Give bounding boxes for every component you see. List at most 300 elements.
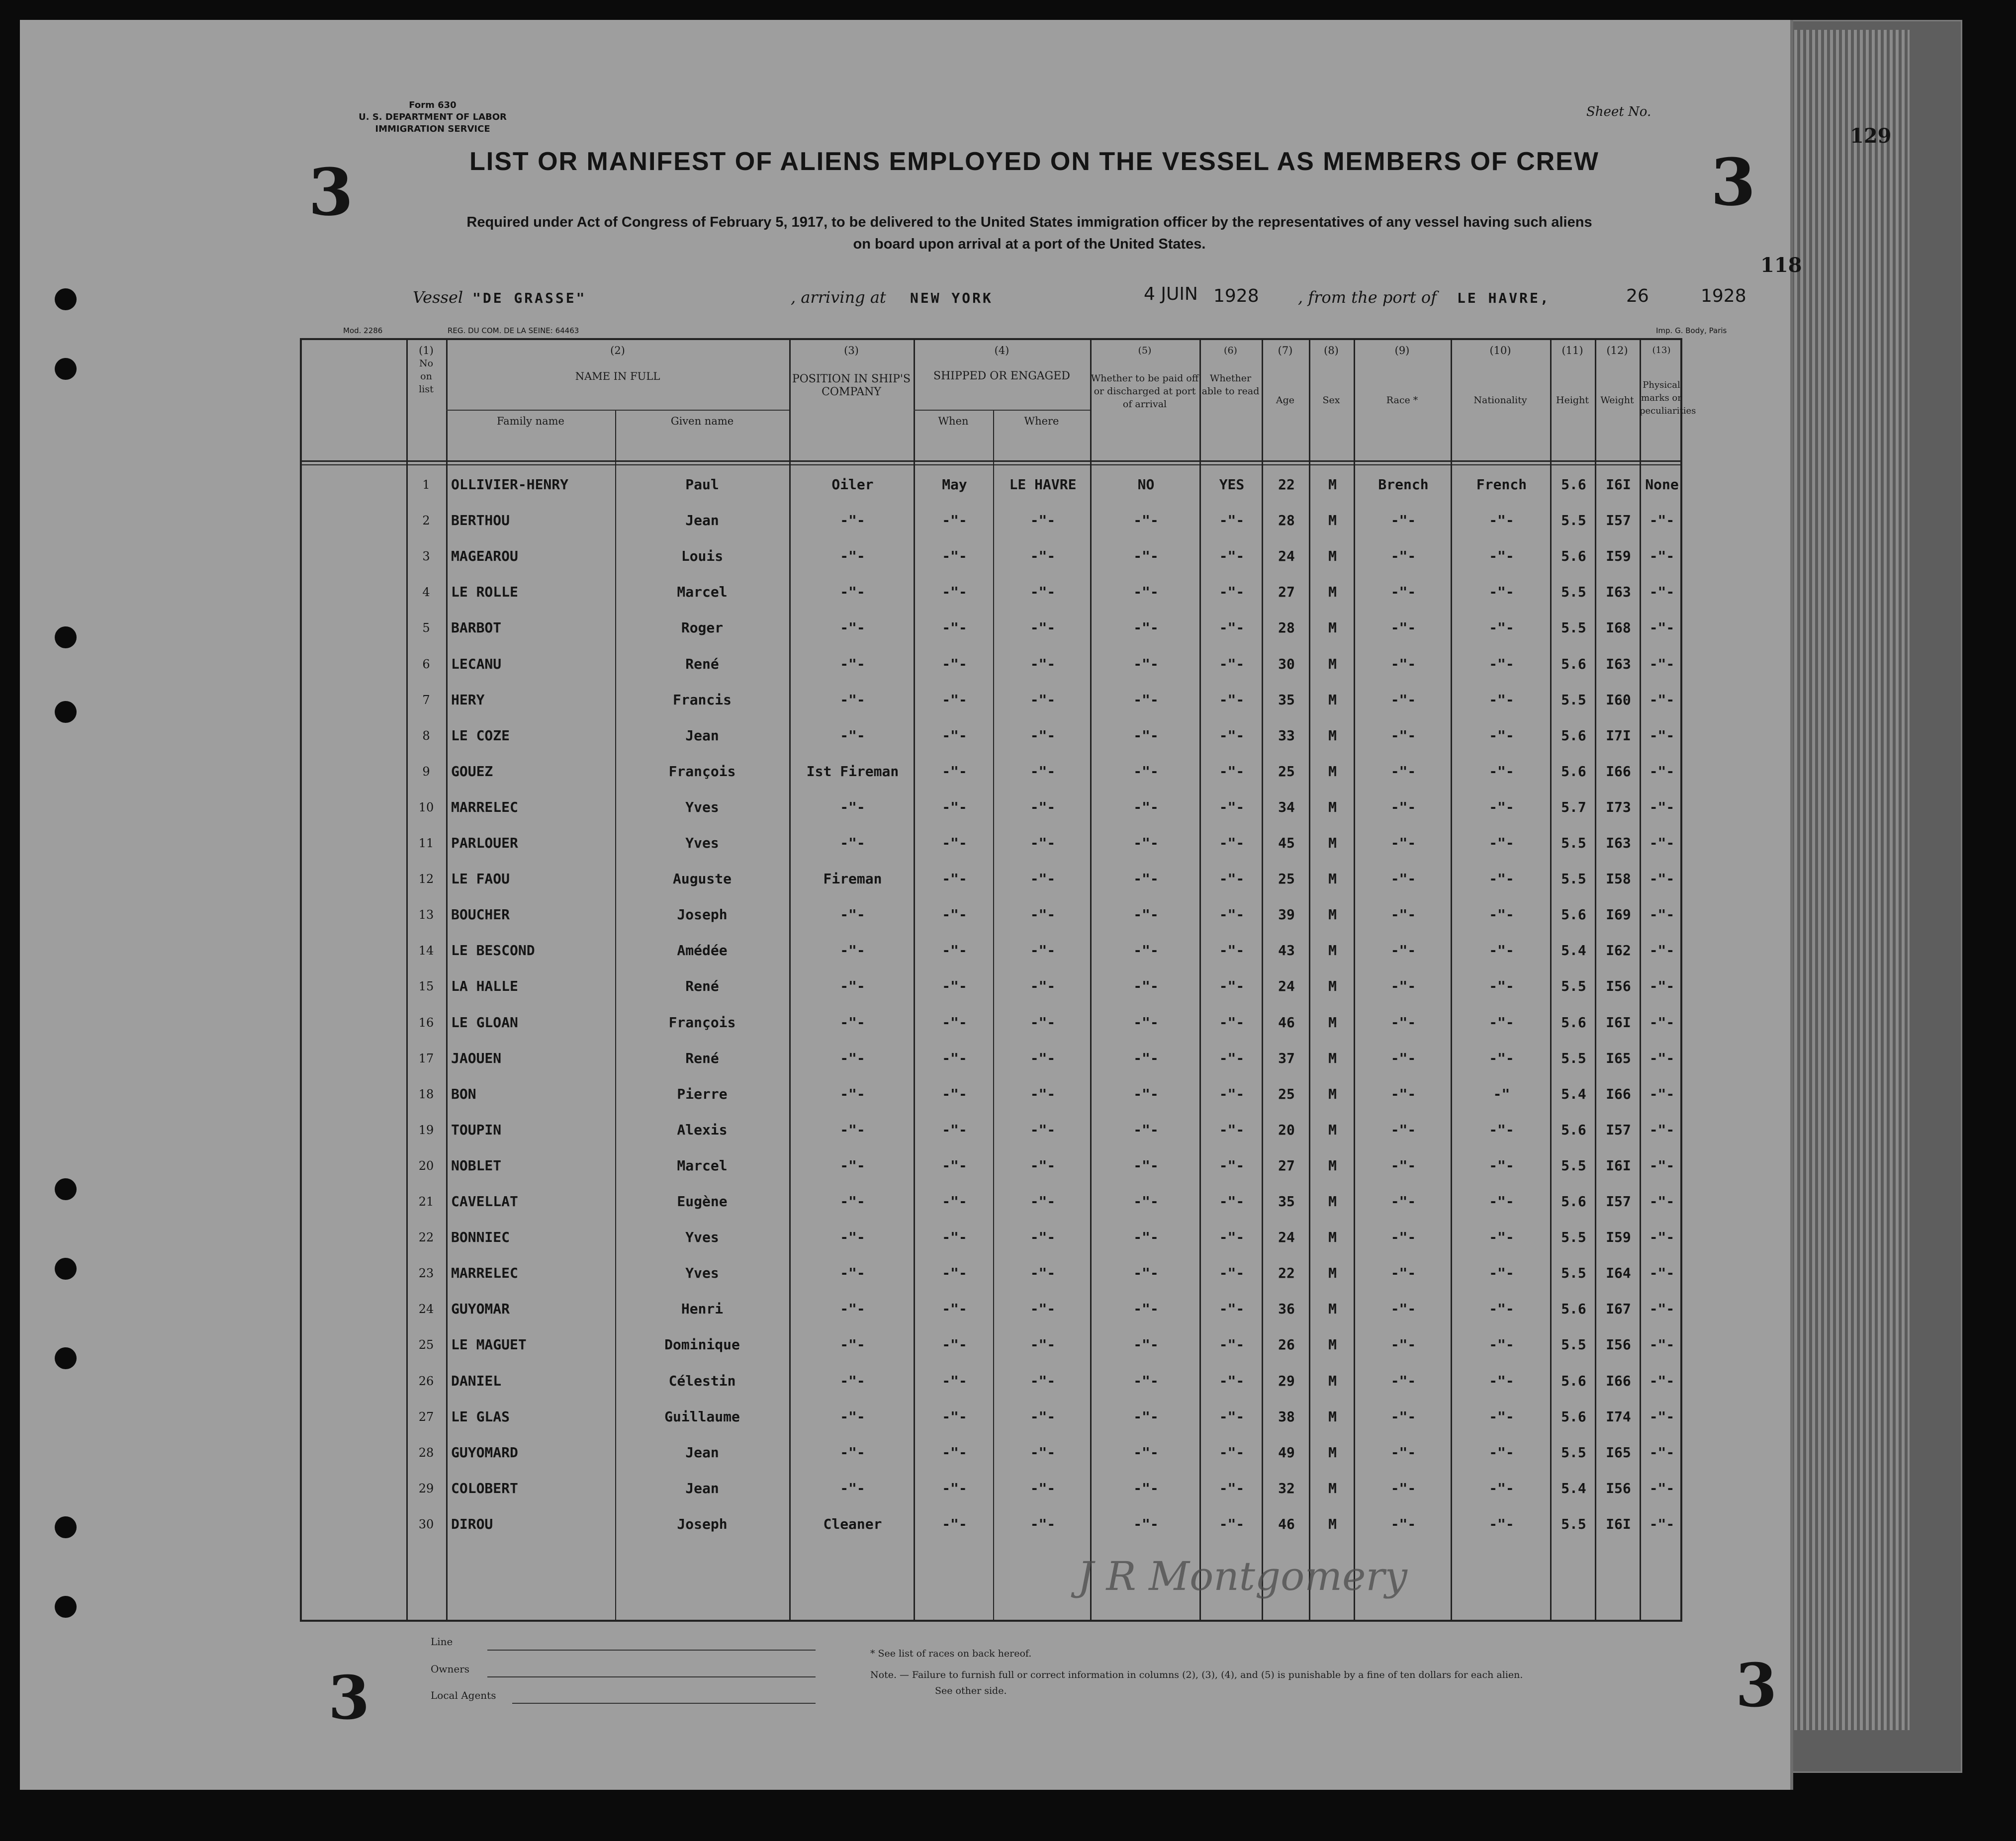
cell-no: 28 xyxy=(418,1445,434,1460)
page-title: LIST OR MANIFEST OF ALIENS EMPLOYED ON THE VESSEL AS MEMBERS OF CREW xyxy=(469,147,1599,176)
cell-marks: -"- xyxy=(1649,1229,1675,1246)
cell-when: -"- xyxy=(942,1515,967,1532)
cell-read: -"- xyxy=(1219,1085,1245,1102)
cell-family: MARRELEC xyxy=(451,1265,518,1282)
cell-age: 46 xyxy=(1278,1515,1295,1532)
cell-paid: -"- xyxy=(1133,763,1159,780)
cell-position: -"- xyxy=(840,1265,865,1282)
cell-paid: -"- xyxy=(1133,655,1159,672)
cell-race: -"- xyxy=(1390,1050,1416,1066)
cell-marks: -"- xyxy=(1649,691,1675,708)
cell-no: 4 xyxy=(422,585,430,600)
cell-read: -"- xyxy=(1219,1229,1245,1246)
header-family-name: Family name xyxy=(497,415,564,427)
cell-age: 22 xyxy=(1278,1265,1295,1282)
table-row xyxy=(302,718,1680,754)
cell-read: -"- xyxy=(1219,978,1245,995)
cell-no: 23 xyxy=(418,1266,434,1281)
cell-height: 5.7 xyxy=(1561,798,1586,815)
cell-no: 29 xyxy=(418,1481,434,1495)
arriving-label: , arriving at xyxy=(791,288,886,307)
cell-height: 5.5 xyxy=(1561,871,1586,887)
inspector-signature: J R Montgomery xyxy=(1078,1553,1407,1599)
cell-weight: I6I xyxy=(1606,476,1631,493)
cell-when: -"- xyxy=(942,548,967,565)
cell-no: 7 xyxy=(422,693,430,707)
cell-weight: I64 xyxy=(1606,1265,1631,1282)
cell-height: 5.5 xyxy=(1561,584,1586,601)
cell-nat: -"- xyxy=(1489,691,1514,708)
cell-race: -"- xyxy=(1390,548,1416,565)
cell-position: -"- xyxy=(840,1301,865,1317)
cell-paid: -"- xyxy=(1133,1157,1159,1174)
cell-when: -"- xyxy=(942,655,967,672)
cell-height: 5.4 xyxy=(1561,1085,1586,1102)
cell-position: -"- xyxy=(840,691,865,708)
cell-age: 39 xyxy=(1278,906,1295,923)
cell-race: -"- xyxy=(1390,619,1416,636)
cell-height: 5.6 xyxy=(1561,476,1586,493)
cell-when: -"- xyxy=(942,906,967,923)
cell-where: -"- xyxy=(1030,584,1056,601)
cell-read: -"- xyxy=(1219,619,1245,636)
binder-hole xyxy=(55,1596,77,1618)
cell-age: 26 xyxy=(1278,1336,1295,1353)
cell-sex: M xyxy=(1328,1229,1337,1246)
cell-height: 5.6 xyxy=(1561,1301,1586,1317)
header-rule xyxy=(302,460,1680,462)
cell-given: Amédée xyxy=(677,942,728,959)
cell-family: OLLIVIER-HENRY xyxy=(451,476,569,493)
cell-given: Jean xyxy=(685,1480,719,1496)
footer-agents-label: Local Agents xyxy=(431,1689,496,1701)
cell-race: -"- xyxy=(1390,1121,1416,1138)
binder-hole xyxy=(55,1516,77,1538)
header-col6: (6) Whether able to read xyxy=(1201,345,1260,397)
cell-paid: -"- xyxy=(1133,584,1159,601)
cell-paid: -"- xyxy=(1133,798,1159,815)
cell-position: -"- xyxy=(840,1229,865,1246)
cell-race: -"- xyxy=(1390,727,1416,744)
cell-nat: -"- xyxy=(1489,942,1514,959)
cell-read: -"- xyxy=(1219,763,1245,780)
cell-nat: -"- xyxy=(1489,512,1514,529)
cell-when: -"- xyxy=(942,1336,967,1353)
cell-where: -"- xyxy=(1030,1193,1056,1210)
cell-family: LE GLOAN xyxy=(451,1014,518,1031)
cell-marks: -"- xyxy=(1649,1336,1675,1353)
cell-height: 5.6 xyxy=(1561,727,1586,744)
cell-height: 5.4 xyxy=(1561,1480,1586,1496)
cell-family: GOUEZ xyxy=(451,763,493,780)
cell-where: -"- xyxy=(1030,1157,1056,1174)
cell-nat: -"- xyxy=(1489,763,1514,780)
cell-marks: -"- xyxy=(1649,655,1675,672)
cell-marks: -"- xyxy=(1649,512,1675,529)
cell-nat: -"- xyxy=(1489,548,1514,565)
cell-age: 29 xyxy=(1278,1372,1295,1389)
cell-paid: -"- xyxy=(1133,691,1159,708)
cell-age: 32 xyxy=(1278,1480,1295,1496)
cell-height: 5.5 xyxy=(1561,1444,1586,1461)
cell-read: -"- xyxy=(1219,835,1245,851)
cell-paid: -"- xyxy=(1133,906,1159,923)
table-row xyxy=(302,825,1680,861)
cell-given: René xyxy=(685,978,719,995)
arrival-year-stamp: 1928 xyxy=(1213,286,1259,306)
cell-weight: I56 xyxy=(1606,978,1631,995)
cell-where: LE HAVRE xyxy=(1009,476,1077,493)
cell-sex: M xyxy=(1328,1336,1337,1353)
cell-weight: I63 xyxy=(1606,584,1631,601)
cell-where: -"- xyxy=(1030,1085,1056,1102)
binder-hole xyxy=(55,1258,77,1280)
cell-height: 5.6 xyxy=(1561,655,1586,672)
cell-marks: -"- xyxy=(1649,1372,1675,1389)
cell-height: 5.5 xyxy=(1561,1229,1586,1246)
cell-sex: M xyxy=(1328,584,1337,601)
cell-when: -"- xyxy=(942,1480,967,1496)
cell-nat: -"- xyxy=(1489,1157,1514,1174)
cell-position: -"- xyxy=(840,1444,865,1461)
cell-when: -"- xyxy=(942,1229,967,1246)
cell-sex: M xyxy=(1328,1444,1337,1461)
cell-position: -"- xyxy=(840,655,865,672)
voyage-line xyxy=(413,286,1755,311)
cell-marks: -"- xyxy=(1649,942,1675,959)
cell-height: 5.5 xyxy=(1561,619,1586,636)
cell-paid: -"- xyxy=(1133,978,1159,995)
table-row xyxy=(302,646,1680,682)
binder-hole xyxy=(55,701,77,723)
header-when: When xyxy=(938,415,969,427)
cell-sex: M xyxy=(1328,619,1337,636)
cell-given: Roger xyxy=(681,619,724,636)
cell-read: -"- xyxy=(1219,584,1245,601)
crew-manifest-table xyxy=(300,338,1696,1622)
cell-height: 5.6 xyxy=(1561,1372,1586,1389)
cell-no: 11 xyxy=(418,836,434,850)
cell-marks: -"- xyxy=(1649,978,1675,995)
cell-age: 28 xyxy=(1278,619,1295,636)
cell-nat: -"- xyxy=(1489,1444,1514,1461)
cell-height: 5.5 xyxy=(1561,978,1586,995)
cell-height: 5.6 xyxy=(1561,763,1586,780)
cell-paid: -"- xyxy=(1133,1372,1159,1389)
table-row xyxy=(302,574,1680,610)
cell-age: 24 xyxy=(1278,1229,1295,1246)
cell-weight: I58 xyxy=(1606,871,1631,887)
cell-weight: I6I xyxy=(1606,1515,1631,1532)
cell-marks: -"- xyxy=(1649,1480,1675,1496)
cell-read: -"- xyxy=(1219,691,1245,708)
cell-paid: -"- xyxy=(1133,1336,1159,1353)
cell-given: Louis xyxy=(681,548,724,565)
cell-where: -"- xyxy=(1030,1229,1056,1246)
cell-paid: -"- xyxy=(1133,1408,1159,1425)
cell-nat: -"- xyxy=(1489,906,1514,923)
cell-family: LE GLAS xyxy=(451,1408,510,1425)
cell-given: Jean xyxy=(685,512,719,529)
cell-no: 10 xyxy=(418,800,434,814)
cell-position: -"- xyxy=(840,1193,865,1210)
cell-given: Francis xyxy=(672,691,732,708)
subtitle-line-2: on board upon arrival at a port of the United States. xyxy=(853,236,1206,252)
cell-position: -"- xyxy=(840,1085,865,1102)
sheet-number-left: 3 xyxy=(308,154,354,230)
cell-position: -"- xyxy=(840,619,865,636)
cell-marks: -"- xyxy=(1649,1121,1675,1138)
cell-race: -"- xyxy=(1390,584,1416,601)
cell-no: 15 xyxy=(418,979,434,994)
cell-nat: -"- xyxy=(1489,1408,1514,1425)
cell-sex: M xyxy=(1328,1515,1337,1532)
cell-position: -"- xyxy=(840,978,865,995)
cell-family: BOUCHER xyxy=(451,906,510,923)
cell-age: 20 xyxy=(1278,1121,1295,1138)
header-rule xyxy=(914,410,1090,411)
cell-marks: -"- xyxy=(1649,1444,1675,1461)
cell-paid: -"- xyxy=(1133,1050,1159,1066)
cell-weight: I69 xyxy=(1606,906,1631,923)
cell-race: -"- xyxy=(1390,1193,1416,1210)
cell-no: 18 xyxy=(418,1087,434,1101)
cell-age: 33 xyxy=(1278,727,1295,744)
cell-where: -"- xyxy=(1030,798,1056,815)
cell-where: -"- xyxy=(1030,727,1056,744)
cell-sex: M xyxy=(1328,548,1337,565)
cell-nat: -"- xyxy=(1489,798,1514,815)
header-rule xyxy=(446,410,789,411)
cell-weight: I73 xyxy=(1606,798,1631,815)
sheet-number-bottom-right: 3 xyxy=(1736,1651,1777,1721)
header-col4: (4) SHIPPED OR ENGAGED xyxy=(933,345,1070,382)
penalty-note: Note. — Failure to furnish full or correct information in columns (2), (3), (4), and (5) is punishable by a fine of ten dollars for each alien. xyxy=(870,1669,1523,1680)
header-col7: (7) Age xyxy=(1276,345,1295,406)
cell-weight: I60 xyxy=(1606,691,1631,708)
cell-read: -"- xyxy=(1219,1050,1245,1066)
cell-family: LA HALLE xyxy=(451,978,518,995)
cell-sex: M xyxy=(1328,798,1337,815)
cell-age: 35 xyxy=(1278,1193,1295,1210)
cell-race: -"- xyxy=(1390,1301,1416,1317)
subtitle-line-1: Required under Act of Congress of February 5, 1917, to be delivered to the United States immigration officer by the representatives of any vessel having such aliens xyxy=(466,214,1592,230)
cell-given: Joseph xyxy=(677,906,728,923)
cell-no: 24 xyxy=(418,1302,434,1316)
cell-given: Joseph xyxy=(677,1515,728,1532)
cell-marks: None xyxy=(1645,476,1679,493)
cell-race: -"- xyxy=(1390,906,1416,923)
cell-where: -"- xyxy=(1030,871,1056,887)
cell-given: Jean xyxy=(685,727,719,744)
cell-nat: -"- xyxy=(1489,1193,1514,1210)
cell-given: René xyxy=(685,655,719,672)
cell-family: MARRELEC xyxy=(451,798,518,815)
cell-marks: -"- xyxy=(1649,584,1675,601)
table-row xyxy=(302,1471,1680,1506)
cell-marks: -"- xyxy=(1649,906,1675,923)
cell-weight: I66 xyxy=(1606,763,1631,780)
cell-when: -"- xyxy=(942,871,967,887)
cell-race: -"- xyxy=(1390,1515,1416,1532)
cell-read: -"- xyxy=(1219,871,1245,887)
cell-paid: -"- xyxy=(1133,942,1159,959)
cell-where: -"- xyxy=(1030,1265,1056,1282)
cell-weight: I63 xyxy=(1606,655,1631,672)
cell-nat: -"- xyxy=(1489,584,1514,601)
cell-marks: -"- xyxy=(1649,1408,1675,1425)
cell-no: 27 xyxy=(418,1409,434,1424)
cell-race: -"- xyxy=(1390,1480,1416,1496)
table-row xyxy=(302,1255,1680,1291)
cell-read: -"- xyxy=(1219,655,1245,672)
cell-sex: M xyxy=(1328,942,1337,959)
cell-paid: -"- xyxy=(1133,1121,1159,1138)
cell-family: GUYOMAR xyxy=(451,1301,510,1317)
cell-weight: I67 xyxy=(1606,1301,1631,1317)
cell-race: -"- xyxy=(1390,798,1416,815)
cell-nat: -"- xyxy=(1489,1336,1514,1353)
cell-family: COLOBERT xyxy=(451,1480,518,1496)
cell-paid: -"- xyxy=(1133,1014,1159,1031)
cell-age: 22 xyxy=(1278,476,1295,493)
cell-family: HERY xyxy=(451,691,485,708)
cell-age: 27 xyxy=(1278,1157,1295,1174)
cell-position: Oiler xyxy=(831,476,874,493)
cell-family: LE BESCOND xyxy=(451,942,535,959)
cell-when: -"- xyxy=(942,1014,967,1031)
cell-family: LE ROLLE xyxy=(451,584,518,601)
cell-given: Jean xyxy=(685,1444,719,1461)
cell-position: -"- xyxy=(840,1050,865,1066)
cell-family: LE MAGUET xyxy=(451,1336,527,1353)
cell-when: -"- xyxy=(942,1157,967,1174)
cell-where: -"- xyxy=(1030,1515,1056,1532)
header-col8: (8) Sex xyxy=(1322,345,1340,406)
cell-read: -"- xyxy=(1219,1157,1245,1174)
cell-race: -"- xyxy=(1390,1085,1416,1102)
cell-given: Dominique xyxy=(664,1336,740,1353)
cell-weight: I57 xyxy=(1606,512,1631,529)
cell-sex: M xyxy=(1328,727,1337,744)
cell-family: LE FAOU xyxy=(451,871,510,887)
cell-no: 26 xyxy=(418,1374,434,1388)
cell-height: 5.5 xyxy=(1561,835,1586,851)
cell-age: 24 xyxy=(1278,978,1295,995)
cell-marks: -"- xyxy=(1649,835,1675,851)
cell-paid: -"- xyxy=(1133,548,1159,565)
cell-family: BONNIEC xyxy=(451,1229,510,1246)
table-row xyxy=(302,1184,1680,1220)
vessel-label: Vessel xyxy=(413,288,463,307)
cell-given: Célestin xyxy=(668,1372,736,1389)
cell-race: -"- xyxy=(1390,1336,1416,1353)
cell-weight: I7I xyxy=(1606,727,1631,744)
cell-family: NOBLET xyxy=(451,1157,502,1174)
cell-where: -"- xyxy=(1030,1480,1056,1496)
table-row xyxy=(302,503,1680,538)
table-row xyxy=(302,897,1680,933)
cell-nat: -"- xyxy=(1489,1301,1514,1317)
cell-where: -"- xyxy=(1030,978,1056,995)
cell-paid: -"- xyxy=(1133,871,1159,887)
cell-no: 22 xyxy=(418,1230,434,1245)
cell-where: -"- xyxy=(1030,763,1056,780)
cell-weight: I63 xyxy=(1606,835,1631,851)
cell-sex: M xyxy=(1328,978,1337,995)
cell-paid: -"- xyxy=(1133,619,1159,636)
cell-position: -"- xyxy=(840,1014,865,1031)
cell-paid: -"- xyxy=(1133,1444,1159,1461)
cell-given: Marcel xyxy=(677,1157,728,1174)
cell-given: Marcel xyxy=(677,584,728,601)
cell-read: -"- xyxy=(1219,1408,1245,1425)
cell-given: Paul xyxy=(685,476,719,493)
cell-sex: M xyxy=(1328,1480,1337,1496)
table-row xyxy=(302,861,1680,897)
header-col12: (12) Weight xyxy=(1600,345,1634,406)
cell-position: -"- xyxy=(840,1408,865,1425)
cell-marks: -"- xyxy=(1649,1085,1675,1102)
cell-where: -"- xyxy=(1030,655,1056,672)
cell-when: -"- xyxy=(942,584,967,601)
cell-height: 5.5 xyxy=(1561,1265,1586,1282)
cell-given: Auguste xyxy=(672,871,732,887)
form-meta xyxy=(343,99,522,135)
cell-position: -"- xyxy=(840,512,865,529)
cell-family: PARLOUER xyxy=(451,835,518,851)
cell-position: Ist Fireman xyxy=(806,763,899,780)
cell-sex: M xyxy=(1328,1408,1337,1425)
cell-family: JAOUEN xyxy=(451,1050,502,1066)
table-row xyxy=(302,1363,1680,1399)
departure-year-stamp: 1928 xyxy=(1701,286,1746,306)
mod-number: Mod. 2286 xyxy=(343,326,383,335)
table-row xyxy=(302,1076,1680,1112)
cell-when: -"- xyxy=(942,727,967,744)
cell-given: François xyxy=(668,763,736,780)
cell-paid: -"- xyxy=(1133,512,1159,529)
cell-weight: I6I xyxy=(1606,1014,1631,1031)
cell-nat: -"- xyxy=(1489,978,1514,995)
header-where: Where xyxy=(1024,415,1059,427)
table-row xyxy=(302,467,1680,503)
cell-read: -"- xyxy=(1219,727,1245,744)
cell-sex: M xyxy=(1328,691,1337,708)
cell-age: 36 xyxy=(1278,1301,1295,1317)
cell-height: 5.6 xyxy=(1561,1408,1586,1425)
cell-read: -"- xyxy=(1219,548,1245,565)
cell-position: -"- xyxy=(840,548,865,565)
registry-number: REG. DU COM. DE LA SEINE: 64463 xyxy=(448,326,579,335)
department: U. S. DEPARTMENT OF LABOR xyxy=(359,112,507,122)
binder-hole xyxy=(55,358,77,380)
binder-hole xyxy=(55,626,77,648)
cell-height: 5.6 xyxy=(1561,906,1586,923)
cell-when: -"- xyxy=(942,1444,967,1461)
cell-height: 5.6 xyxy=(1561,1193,1586,1210)
cell-given: René xyxy=(685,1050,719,1066)
cell-marks: -"- xyxy=(1649,727,1675,744)
cell-paid: -"- xyxy=(1133,1515,1159,1532)
cell-read: -"- xyxy=(1219,1480,1245,1496)
cell-where: -"- xyxy=(1030,1050,1056,1066)
table-row xyxy=(302,1220,1680,1255)
departure-port: LE HAVRE, xyxy=(1457,290,1551,306)
cell-sex: M xyxy=(1328,906,1337,923)
cell-read: -"- xyxy=(1219,1121,1245,1138)
cell-position: Cleaner xyxy=(823,1515,882,1532)
